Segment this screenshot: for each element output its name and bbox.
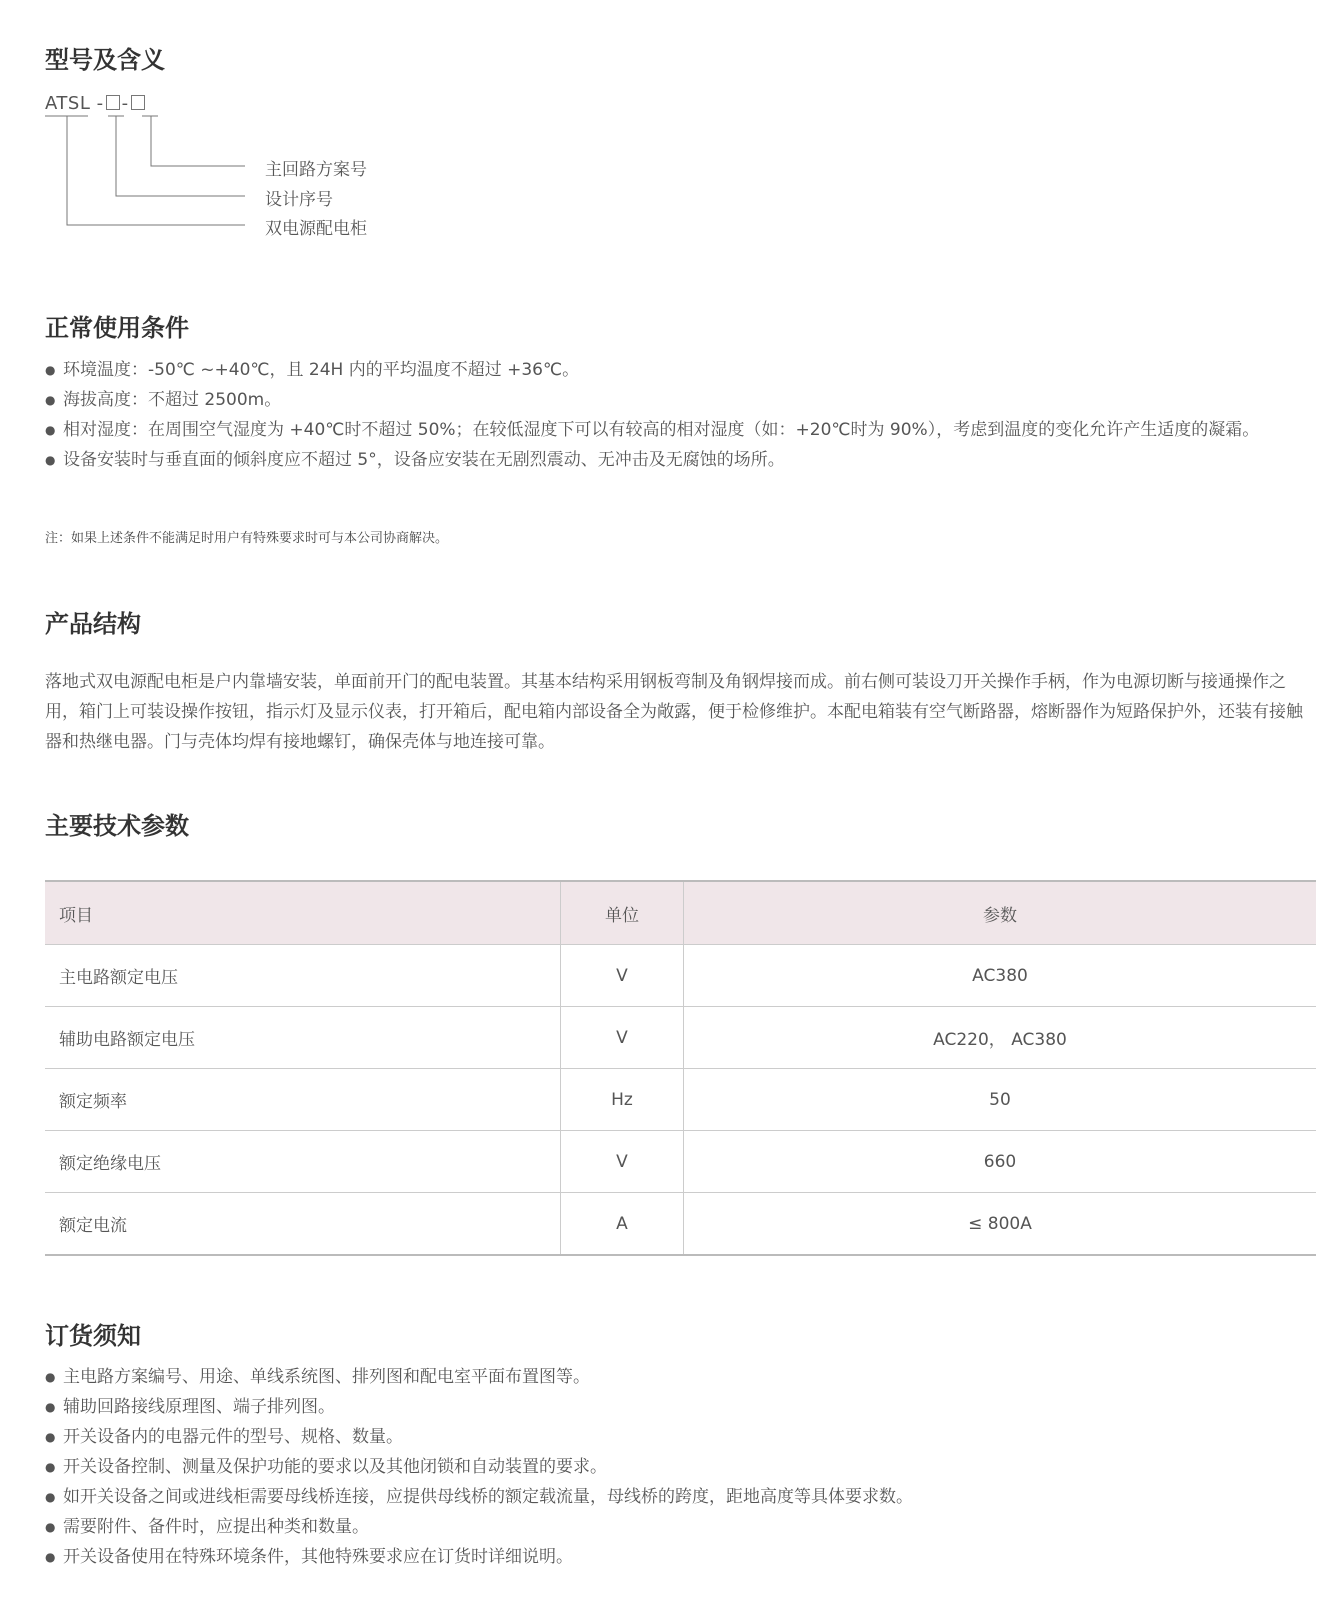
table-row — [45, 1131, 1316, 1193]
list-item: ● 开关设备使用在特殊环境条件，其他特殊要求应在订货时详细说明。 — [45, 1542, 1315, 1572]
structure-paragraph: 落地式双电源配电柜是户内靠墙安装，单面前开门的配电装置。其基本结构采用钢板弯制及角钢焊接而成。前右侧可装设刀开关操作手柄，作为电源切断与接通操作之用，箱门上可装设操作按钮，指示灯及显示仪表，打开箱后，配电箱内部设备全为敞露，便于检修维护。本配电箱装有空气断路器，熔断器作为短路保护外，还装有接触器和热继电器。门与壳体均焊有接地螺钉，确保壳体与地连接可靠。 — [45, 672, 1303, 752]
table-row — [45, 945, 1316, 1007]
params-table — [45, 880, 1316, 1256]
list-item: ● 环境温度：-50℃ ~+40℃，且 24H 内的平均温度不超过 +36℃。 — [45, 355, 1315, 385]
cell-unit: V — [561, 945, 684, 1007]
cell-value: 50 — [684, 1069, 1317, 1131]
cell-item: 额定绝缘电压 — [45, 1131, 561, 1193]
cell-unit: Hz — [561, 1069, 684, 1131]
list-item: ● 开关设备内的电器元件的型号、规格、数量。 — [45, 1422, 1315, 1452]
section-title-model: 型号及含义 — [45, 46, 165, 74]
table-row — [45, 1069, 1316, 1131]
cell-item: 额定电流 — [45, 1193, 561, 1256]
section-title-conditions: 正常使用条件 — [45, 314, 189, 342]
list-item: ● 设备安装时与垂直面的倾斜度应不超过 5°，设备应安装在无剧烈震动、无冲击及无腐蚀的场所。 — [45, 445, 1315, 475]
header-item: 项目 — [45, 881, 561, 945]
leader-line-3 — [67, 116, 245, 225]
diagram-label-1: 主回路方案号 — [265, 160, 367, 180]
conditions-note: 注：如果上述条件不能满足时用户有特殊要求时可与本公司协商解决。 — [45, 531, 449, 546]
leader-line-1 — [151, 116, 245, 166]
section-title-structure: 产品结构 — [45, 610, 141, 638]
cell-value: 660 — [684, 1131, 1317, 1193]
list-item: ● 如开关设备之间或进线柜需要母线桥连接，应提供母线桥的额定载流量，母线桥的跨度，距地高度等具体要求数。 — [45, 1482, 1315, 1512]
model-diagram-lines — [0, 0, 1341, 260]
conditions-list — [45, 355, 1315, 475]
list-item: ● 海拔高度：不超过 2500m。 — [45, 385, 1315, 415]
cell-unit: A — [561, 1193, 684, 1256]
diagram-label-3: 双电源配电柜 — [265, 219, 367, 239]
cell-unit: V — [561, 1007, 684, 1069]
model-code-sep-2: - — [121, 93, 129, 114]
diagram-label-2: 设计序号 — [265, 190, 333, 210]
ordering-list — [45, 1362, 1315, 1572]
table-row — [45, 1007, 1316, 1069]
list-item: ● 需要附件、备件时，应提出种类和数量。 — [45, 1512, 1315, 1542]
list-item: ● 相对湿度：在周围空气湿度为 +40℃时不超过 50%；在较低湿度下可以有较高的相对湿度（如：+20℃时为 90%），考虑到温度的变化允许产生适度的凝霜。 — [45, 415, 1315, 445]
list-item: ● 辅助回路接线原理图、端子排列图。 — [45, 1392, 1315, 1422]
cell-item: 主电路额定电压 — [45, 945, 561, 1007]
cell-value: ≤ 800A — [684, 1193, 1317, 1256]
list-item: ● 主电路方案编号、用途、单线系统图、排列图和配电室平面布置图等。 — [45, 1362, 1315, 1392]
cell-unit: V — [561, 1131, 684, 1193]
leader-line-2 — [116, 116, 245, 196]
table-header-row — [45, 881, 1316, 945]
cell-value: AC380 — [684, 945, 1317, 1007]
cell-item: 辅助电路额定电压 — [45, 1007, 561, 1069]
section-title-ordering: 订货须知 — [45, 1322, 141, 1350]
header-unit: 单位 — [561, 881, 684, 945]
list-item: ● 开关设备控制、测量及保护功能的要求以及其他闭锁和自动装置的要求。 — [45, 1452, 1315, 1482]
header-value: 参数 — [684, 881, 1317, 945]
model-code-sep-1: - — [96, 93, 104, 114]
cell-item: 额定频率 — [45, 1069, 561, 1131]
cell-value: AC220， AC380 — [684, 1007, 1317, 1069]
section-title-params: 主要技术参数 — [45, 812, 189, 840]
model-code-prefix: ATSL — [45, 93, 91, 114]
table-row — [45, 1193, 1316, 1256]
